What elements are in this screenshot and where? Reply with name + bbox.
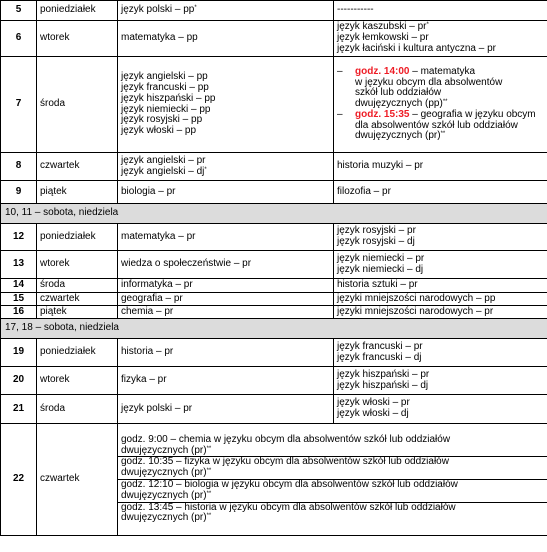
line-text: język angielski – dj — [121, 165, 205, 177]
cell-line — [121, 259, 330, 270]
line-text: matematyka – pr — [121, 230, 196, 242]
schedule-row — [1, 424, 547, 536]
morning-exams — [118, 306, 334, 319]
cell-line — [337, 353, 544, 364]
line-text: fizyka – pr — [121, 374, 167, 386]
schedule-row — [1, 1, 547, 21]
footnote-mark: * — [426, 22, 429, 29]
line-text: język rosyjski – pp — [121, 114, 203, 126]
cell-line — [121, 375, 330, 386]
afternoon-exams — [334, 251, 547, 279]
weekday: wtorek — [37, 251, 118, 279]
cell-line — [337, 409, 544, 420]
schedule-row — [1, 57, 547, 153]
morning-exams — [118, 251, 334, 279]
day-number: 15 — [1, 293, 37, 306]
line-text: język francuski – pr — [337, 340, 423, 352]
line-text: informatyka – pr — [121, 279, 193, 291]
day-number: 22 — [1, 424, 37, 536]
line-text: język angielski – pp — [121, 71, 208, 83]
weekday: piątek — [37, 306, 118, 319]
line-text: historia sztuki – pr — [337, 279, 418, 291]
schedule-row — [1, 279, 547, 293]
cell-line — [337, 280, 544, 291]
line-text: historia muzyki – pr — [337, 160, 424, 172]
day-number: 21 — [1, 395, 37, 424]
weekend-label: 17, 18 – sobota, niedziela — [1, 319, 547, 339]
list-dash: – — [337, 65, 343, 77]
line-text: historia – pr — [121, 346, 174, 358]
line-text: język włoski – pr — [337, 397, 410, 409]
morning-exams — [118, 153, 334, 181]
cell-line — [121, 294, 330, 305]
day-number: 14 — [1, 279, 37, 293]
weekday: środa — [37, 57, 118, 153]
footnote-mark: ** — [440, 131, 446, 138]
weekend-label: 10, 11 – sobota, niedziela — [1, 204, 547, 224]
day-number: 16 — [1, 306, 37, 319]
footnote-mark: ** — [206, 490, 212, 497]
line-text: godz. 9:00 – chemia w języku obcym dla absolwentów szkół lub oddziałów — [121, 433, 451, 445]
line-text: godz. 10:35 – fizyka w języku obcym dla absolwentów szkół lub oddziałów — [121, 456, 449, 468]
morning-exams — [118, 181, 334, 204]
afternoon-exams — [334, 339, 547, 367]
weekday: środa — [37, 395, 118, 424]
cell-line — [337, 187, 544, 198]
line-text: język hiszpański – pr — [337, 368, 430, 380]
morning-exams — [118, 395, 334, 424]
schedule-row — [1, 367, 547, 395]
schedule-row — [1, 181, 547, 204]
day-number: 12 — [1, 224, 37, 251]
line-text: język niemiecki – dj — [337, 263, 424, 275]
line-text: godz. 12:10 – biologia w języku obcym dla absolwentów szkół lub oddziałów — [121, 479, 458, 490]
line-text: język polski – pr — [121, 402, 193, 414]
line-text: język rosyjski – dj — [337, 236, 415, 247]
line-text: język niemiecki – pr — [337, 252, 425, 264]
day-number: 9 — [1, 181, 37, 204]
line-text: dwujęzycznych (pr) — [121, 467, 207, 479]
cell-line — [121, 232, 330, 243]
line-text: język hiszpański – dj — [337, 379, 429, 391]
foreign-language-exams-cell — [118, 424, 547, 536]
cell-line — [337, 237, 544, 248]
line-text: dwujęzycznych (pp) — [355, 98, 443, 110]
morning-exams — [118, 293, 334, 306]
line-text: dwujęzycznych (pr) — [121, 489, 207, 501]
line-text: język kaszubski – pr — [337, 21, 427, 33]
schedule-row — [1, 224, 547, 251]
cell-line — [337, 307, 544, 318]
cell-line — [121, 347, 330, 358]
cell-line — [121, 187, 330, 198]
footnote-mark: ** — [206, 468, 212, 475]
cell-line — [121, 307, 330, 318]
weekday: piątek — [37, 181, 118, 204]
line-text: biologia – pr — [121, 185, 176, 197]
cell-line — [337, 44, 544, 55]
afternoon-exams — [334, 306, 547, 319]
day-number: 6 — [1, 21, 37, 57]
morning-exams — [118, 339, 334, 367]
schedule-row — [1, 251, 547, 279]
footnote-mark: ** — [442, 99, 448, 106]
cell-line — [121, 280, 330, 291]
line-text: język niemiecki – pp — [121, 103, 211, 115]
line-text: język rosyjski – pr — [337, 225, 416, 237]
line-text: język łemkowski – pr — [337, 32, 429, 44]
day-number: 8 — [1, 153, 37, 181]
line-text: filozofia – pr — [337, 185, 391, 197]
line-text: język włoski – pp — [121, 125, 197, 137]
line-text: język francuski – dj — [337, 351, 422, 363]
cell-line — [337, 67, 544, 78]
schedule-row — [1, 306, 547, 319]
weekday: poniedziałek — [37, 339, 118, 367]
line-text: język polski – pp — [121, 4, 195, 16]
line-text: szkół lub oddziałów — [355, 87, 442, 99]
weekday: czwartek — [37, 293, 118, 306]
day-number: 5 — [1, 1, 37, 21]
day-number: 13 — [1, 251, 37, 279]
weekday: czwartek — [37, 153, 118, 181]
footnote-mark: ** — [206, 445, 212, 452]
weekday: środa — [37, 279, 118, 293]
exam-schedule-body — [1, 1, 547, 536]
weekday: poniedziałek — [37, 224, 118, 251]
cell-line — [121, 126, 330, 137]
schedule-row — [1, 21, 547, 57]
line-text: język łaciński i kultura antyczna – pr — [337, 42, 496, 54]
line-text: chemia – pr — [121, 305, 174, 317]
afternoon-exams — [334, 57, 547, 153]
cell-line — [121, 468, 544, 479]
cell-line — [337, 294, 544, 305]
morning-exams — [118, 224, 334, 251]
footnote-mark: * — [194, 5, 197, 12]
morning-exams — [118, 21, 334, 57]
afternoon-exams — [334, 153, 547, 181]
footnote-mark: * — [204, 166, 207, 173]
cell-line — [121, 491, 544, 502]
line-text: wiedza o społeczeństwie – pr — [121, 258, 252, 270]
line-text: – geografia w języku obcym dla absolwentów szkół lub oddziałów dwujęzycznych (pr) — [355, 108, 536, 142]
weekday: czwartek — [37, 424, 118, 536]
morning-exams — [118, 57, 334, 153]
schedule-row — [1, 395, 547, 424]
morning-exams — [118, 367, 334, 395]
schedule-row — [1, 153, 547, 181]
schedule-row — [1, 339, 547, 367]
afternoon-exams — [334, 21, 547, 57]
cell-line — [121, 404, 330, 415]
cell-line — [337, 110, 544, 142]
cell-line — [337, 265, 544, 276]
morning-exams — [118, 279, 334, 293]
line-text: język włoski – dj — [337, 408, 409, 419]
weekday: wtorek — [37, 367, 118, 395]
line-text: geografia – pr — [121, 292, 183, 304]
line-text: języki mniejszości narodowych – pr — [337, 305, 494, 317]
day-number: 7 — [1, 57, 37, 153]
line-text: ----------- — [337, 4, 374, 16]
highlight-time: godz. 15:35 — [355, 108, 410, 120]
exam-block — [118, 479, 547, 502]
afternoon-exams — [334, 395, 547, 424]
cell-line — [337, 161, 544, 172]
exam-block — [118, 502, 547, 525]
cell-line — [121, 33, 330, 44]
line-text: język francuski – pp — [121, 81, 209, 93]
exam-block — [118, 456, 547, 479]
line-text: dwujęzycznych (pr) — [121, 512, 207, 524]
line-text: w języku obcym dla absolwentów — [355, 76, 503, 88]
morning-exams — [118, 1, 334, 21]
line-text: – matematyka — [409, 65, 476, 77]
highlight-time: godz. 14:00 — [355, 65, 410, 77]
cell-line — [337, 381, 544, 392]
schedule-row — [1, 293, 547, 306]
line-text: język angielski – pr — [121, 154, 206, 166]
exam-block — [121, 435, 544, 457]
cell-line — [121, 167, 330, 178]
afternoon-exams — [334, 279, 547, 293]
line-text: języki mniejszości narodowych – pp — [337, 292, 496, 304]
day-number: 19 — [1, 339, 37, 367]
line-text: matematyka – pp — [121, 32, 198, 44]
weekend-separator-row — [1, 319, 547, 339]
footnote-mark: ** — [206, 513, 212, 520]
weekend-separator-row — [1, 204, 547, 224]
cell-line — [121, 5, 330, 16]
line-text: dwujęzycznych (pr) — [121, 444, 207, 456]
day-number: 20 — [1, 367, 37, 395]
afternoon-exams — [334, 181, 547, 204]
afternoon-exams — [334, 367, 547, 395]
weekday: poniedziałek — [37, 1, 118, 21]
cell-line — [121, 446, 544, 457]
afternoon-exams — [334, 1, 547, 21]
cell-line — [337, 5, 544, 16]
afternoon-exams — [334, 224, 547, 251]
cell-line — [121, 513, 544, 524]
weekday: wtorek — [37, 21, 118, 57]
afternoon-exams — [334, 293, 547, 306]
line-text: godz. 13:45 – historia w języku obcym dla absolwentów szkół lub oddziałów — [121, 501, 456, 513]
list-dash: – — [337, 108, 343, 120]
line-text: język hiszpański – pp — [121, 92, 216, 104]
